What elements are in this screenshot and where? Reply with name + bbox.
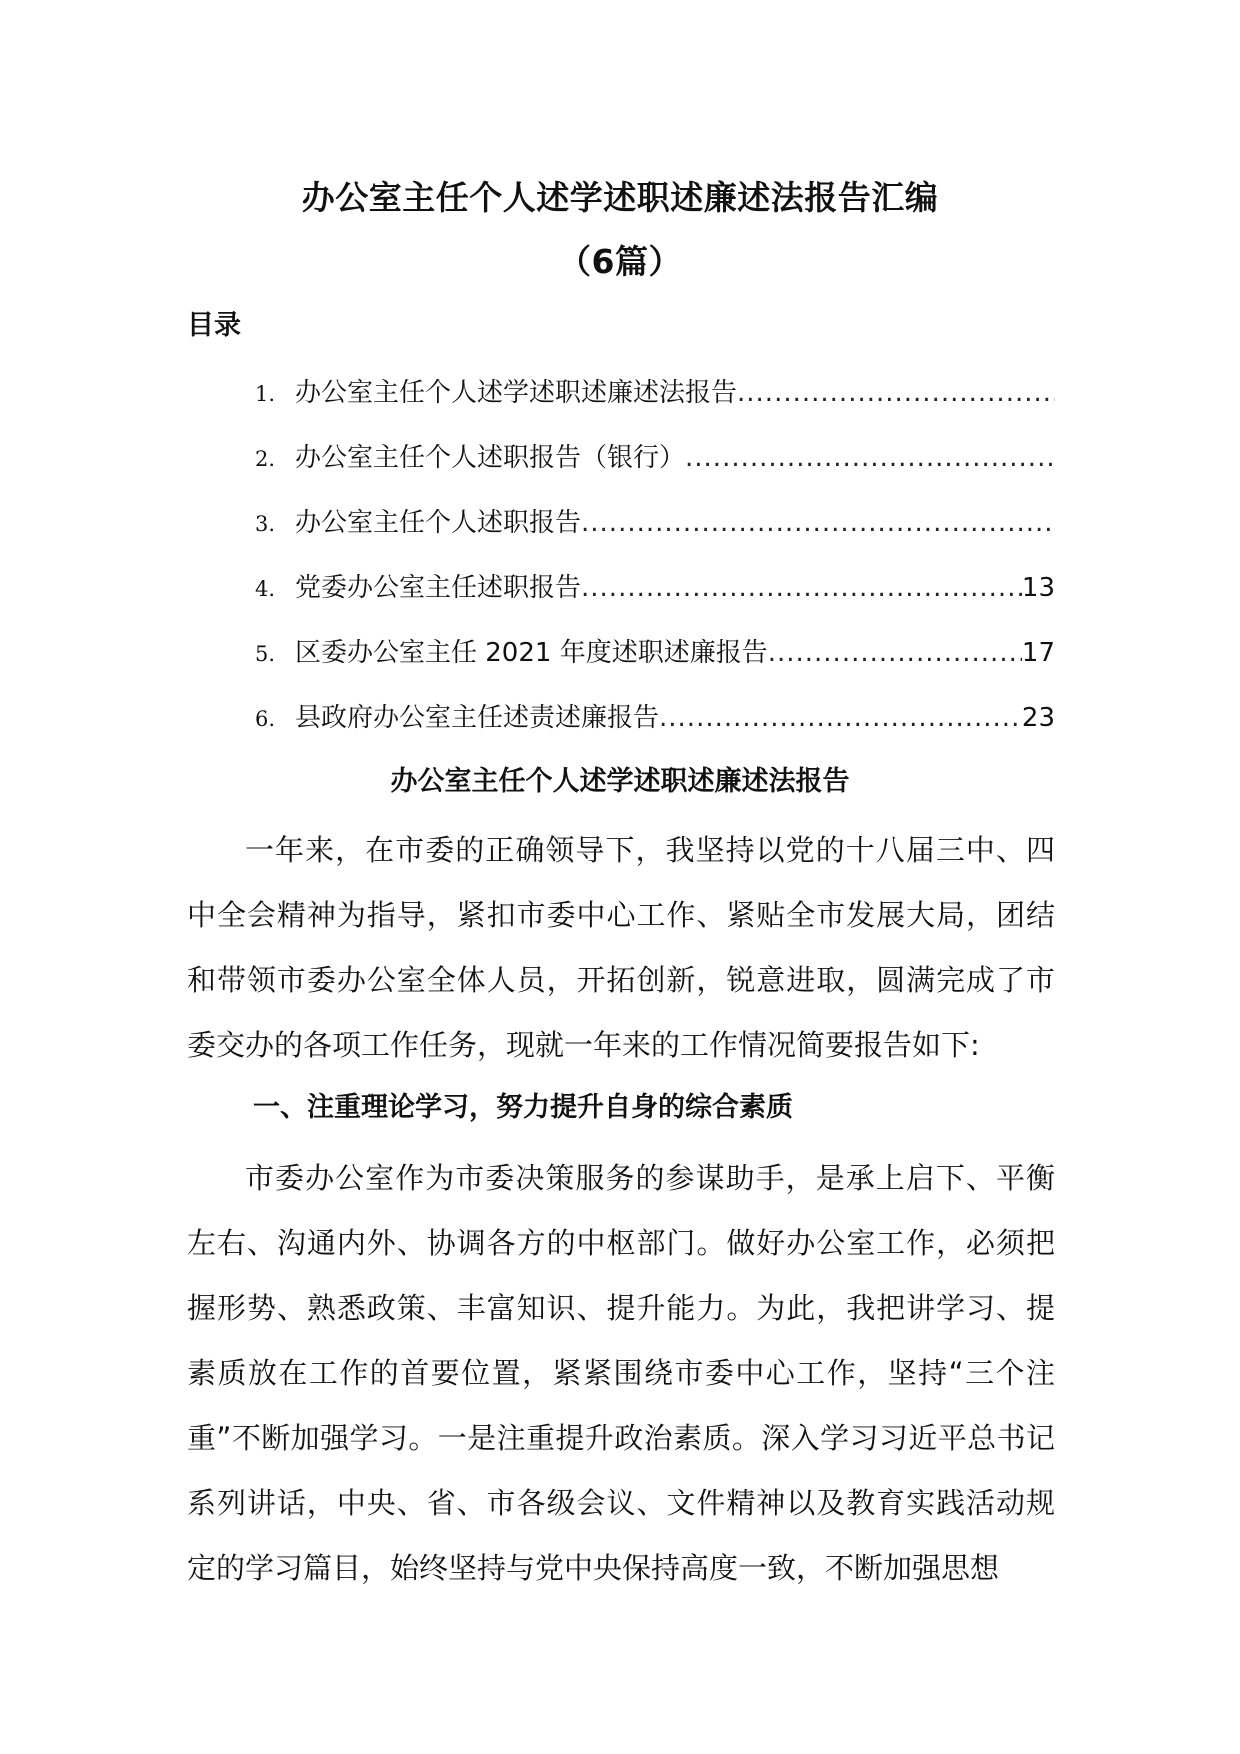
section-heading-1: 一、注重理论学习，努力提升自身的综合素质 [253, 1092, 793, 1123]
toc-item-title: 区委办公室主任 2021 年度述职述廉报告 [295, 638, 768, 668]
toc-item-title: 县政府办公室主任述责述廉报告 [295, 703, 660, 733]
toc-item-number: 2. [255, 447, 276, 471]
toc-item[interactable] [255, 440, 1055, 505]
toc-item-title: 办公室主任个人述学述职述廉述法报告 [295, 378, 738, 408]
toc-item-number: 4. [255, 577, 276, 601]
toc-leader-dots [768, 635, 1022, 671]
toc-item[interactable] [255, 700, 1055, 765]
document-title: 办公室主任个人述学述职述廉述法报告汇编 [301, 178, 939, 217]
toc-leader-dots [581, 505, 1055, 541]
toc-item-number: 1. [255, 382, 276, 406]
toc-item-page: 23 [1021, 703, 1055, 733]
toc-item-number: 5. [255, 642, 276, 666]
toc-item-number: 6. [255, 707, 276, 731]
toc-leader-dots [659, 700, 1022, 736]
toc-item[interactable] [255, 635, 1055, 700]
table-of-contents [255, 375, 1055, 765]
toc-item-page: 13 [1021, 573, 1055, 603]
document-subtitle: （6篇） [558, 242, 682, 281]
toc-heading: 目录 [187, 310, 241, 341]
toc-leader-dots [685, 440, 1055, 476]
toc-item-title: 党委办公室主任述职报告 [295, 573, 582, 603]
toc-leader-dots [581, 570, 1022, 606]
toc-item[interactable] [255, 375, 1055, 440]
toc-leader-dots [737, 375, 1055, 411]
toc-item-page: 17 [1021, 638, 1055, 668]
body-paragraph-1: 一年来，在市委的正确领导下，我坚持以党的十八届三中、四中全会精神为指导，紧扣市委中心工作、紧贴全市发展大局，团结和带领市委办公室全体人员，开拓创新，锐意进取，圆满完成了市委交办的各项工作任务，现就一年来的工作情况简要报告如下: [187, 833, 1055, 1062]
toc-item-title: 办公室主任个人述职报告（银行） [295, 443, 686, 473]
body-paragraph-2: 市委办公室作为市委决策服务的参谋助手，是承上启下、平衡左右、沟通内外、协调各方的中枢部门。做好办公室工作，必须把握形势、熟悉政策、丰富知识、提升能力。为此，我把讲学习、提素质放在工作的首要位置，紧紧围绕市委中心工作，坚持“三个注重”不断加强学习。一是注重提升政治素质。深入学习习近平总书记系列讲话，中央、省、市各级会议、文件精神以及教育实践活动规定的学习篇目，始终坚持与党中央保持高度一致，不断加强思想 [187, 1161, 1055, 1585]
toc-item[interactable] [255, 570, 1055, 635]
section-title: 办公室主任个人述学述职述廉述法报告 [390, 766, 850, 797]
toc-item-title: 办公室主任个人述职报告 [295, 508, 582, 538]
toc-item-number: 3. [255, 512, 276, 536]
toc-item[interactable] [255, 505, 1055, 570]
